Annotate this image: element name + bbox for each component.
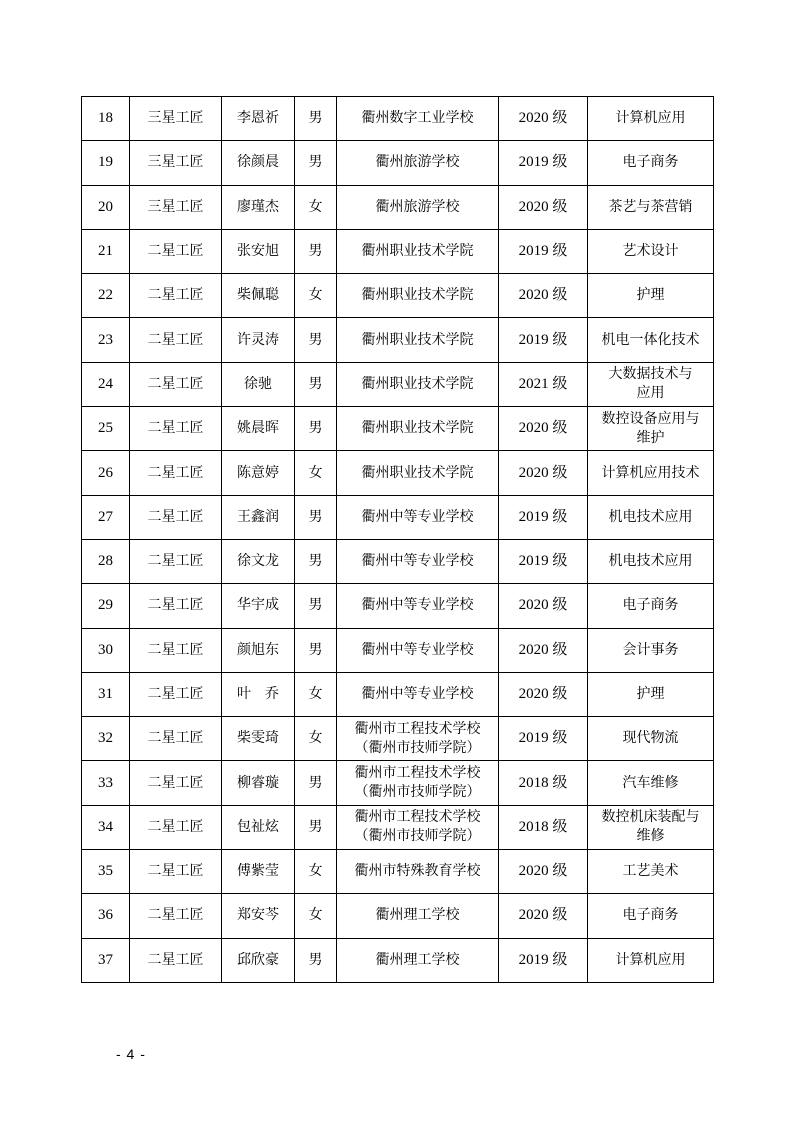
major-cell	[588, 584, 714, 628]
gender-cell: 男	[295, 141, 337, 185]
school-line: 衢州中等专业学校	[361, 686, 474, 702]
student-name-cell: 华宇成	[222, 584, 295, 628]
grade-cell: 2020 级	[499, 185, 588, 229]
gender-cell: 女	[295, 274, 337, 318]
grade-cell: 2020 级	[499, 97, 588, 141]
student-name-cell: 徐文龙	[222, 539, 295, 583]
major-line: 护理	[636, 686, 665, 702]
school-line: 衢州中等专业学校	[361, 553, 474, 570]
school-line: 衢州职业技术学院	[361, 287, 474, 304]
honor-title-cell: 二星工匠	[130, 539, 222, 583]
major-line: 数控设备应用与	[601, 410, 700, 427]
major-cell	[588, 672, 714, 716]
school-line: 衢州旅游学校	[375, 154, 460, 171]
gender-cell: 女	[295, 672, 337, 716]
major-cell	[588, 318, 714, 362]
school-cell	[337, 850, 499, 894]
school-cell	[337, 628, 499, 672]
school-line: （衢州市技师学院）	[354, 828, 481, 845]
honor-title-cell: 三星工匠	[130, 185, 222, 229]
major-line: 计算机应用	[615, 110, 686, 127]
school-cell	[337, 229, 499, 273]
student-name-cell: 李恩祈	[222, 97, 295, 141]
grade-cell: 2020 级	[499, 628, 588, 672]
row-number-cell: 20	[82, 185, 130, 229]
major-line: 机电一体化技术	[601, 331, 700, 348]
gender-cell: 女	[295, 894, 337, 938]
school-cell	[337, 938, 499, 982]
table-row	[82, 229, 714, 273]
honor-title-cell: 三星工匠	[130, 97, 222, 141]
school-cell	[337, 894, 499, 938]
school-cell	[337, 318, 499, 362]
major-cell	[588, 362, 714, 406]
honor-title-cell: 二星工匠	[130, 318, 222, 362]
honor-title-cell: 二星工匠	[130, 894, 222, 938]
table-row	[82, 274, 714, 318]
school-line: 衢州中等专业学校	[361, 641, 474, 658]
major-cell	[588, 274, 714, 318]
school-line: 衢州职业技术学院	[361, 464, 474, 481]
page-number: - 4 -	[116, 1046, 146, 1062]
school-cell	[337, 761, 499, 805]
school-line: 衢州理工学校	[375, 951, 460, 968]
grade-cell: 2019 级	[499, 495, 588, 539]
table-row	[82, 584, 714, 628]
major-line: 电子商务	[622, 907, 679, 924]
major-cell	[588, 894, 714, 938]
row-number-cell: 19	[82, 141, 130, 185]
major-line: 计算机应用	[615, 951, 686, 968]
award-roster-table	[81, 96, 714, 983]
gender-cell: 男	[295, 318, 337, 362]
student-name-cell: 柳睿璇	[222, 761, 295, 805]
row-number-cell: 21	[82, 229, 130, 273]
grade-cell: 2018 级	[499, 805, 588, 849]
major-cell	[588, 97, 714, 141]
major-line: 机电技术应用	[608, 508, 693, 525]
student-name-cell: 王鑫润	[222, 495, 295, 539]
table-row	[82, 97, 714, 141]
school-cell	[337, 185, 499, 229]
major-line: 工艺美术	[622, 863, 679, 880]
gender-cell: 男	[295, 362, 337, 406]
table-row	[82, 761, 714, 805]
honor-title-cell: 二星工匠	[130, 495, 222, 539]
school-cell	[337, 672, 499, 716]
gender-cell: 男	[295, 761, 337, 805]
row-number-cell: 29	[82, 584, 130, 628]
row-number-cell: 32	[82, 717, 130, 761]
row-number-cell: 35	[82, 850, 130, 894]
gender-cell: 男	[295, 97, 337, 141]
major-cell	[588, 185, 714, 229]
gender-cell: 男	[295, 584, 337, 628]
row-number-cell: 26	[82, 451, 130, 495]
student-name-cell: 叶 乔	[222, 672, 295, 716]
gender-cell: 男	[295, 805, 337, 849]
student-name-cell: 徐颜晨	[222, 141, 295, 185]
grade-cell: 2019 级	[499, 938, 588, 982]
honor-title-cell: 二星工匠	[130, 761, 222, 805]
major-line: 艺术设计	[622, 243, 679, 260]
school-line: 衢州中等专业学校	[361, 508, 474, 525]
school-line: 衢州旅游学校	[375, 198, 460, 215]
row-number-cell: 31	[82, 672, 130, 716]
school-cell	[337, 495, 499, 539]
school-cell	[337, 274, 499, 318]
roster-table-body	[82, 97, 714, 983]
row-number-cell: 24	[82, 362, 130, 406]
major-line: 汽车维修	[622, 774, 679, 791]
grade-cell: 2020 级	[499, 584, 588, 628]
student-name-cell: 柴佩聪	[222, 274, 295, 318]
row-number-cell: 18	[82, 97, 130, 141]
major-cell	[588, 495, 714, 539]
row-number-cell: 23	[82, 318, 130, 362]
student-name-cell: 邱欣豪	[222, 938, 295, 982]
school-cell	[337, 141, 499, 185]
gender-cell: 女	[295, 451, 337, 495]
student-name-cell: 姚晨晖	[222, 407, 295, 451]
major-line: 应用	[636, 385, 665, 402]
grade-cell: 2018 级	[499, 761, 588, 805]
major-cell	[588, 850, 714, 894]
table-row	[82, 894, 714, 938]
table-row	[82, 362, 714, 406]
major-cell	[588, 141, 714, 185]
major-line: 会计事务	[622, 641, 679, 658]
major-cell	[588, 407, 714, 451]
school-cell	[337, 451, 499, 495]
school-line: 衢州市工程技术学校	[354, 809, 481, 826]
honor-title-cell: 二星工匠	[130, 451, 222, 495]
honor-title-cell: 二星工匠	[130, 362, 222, 406]
school-cell	[337, 805, 499, 849]
student-name-cell: 徐驰	[222, 362, 295, 406]
student-name-cell: 包祉炫	[222, 805, 295, 849]
school-cell	[337, 717, 499, 761]
school-cell	[337, 407, 499, 451]
table-row	[82, 539, 714, 583]
major-line: 现代物流	[622, 730, 679, 747]
row-number-cell: 33	[82, 761, 130, 805]
grade-cell: 2020 级	[499, 407, 588, 451]
table-row	[82, 717, 714, 761]
gender-cell: 男	[295, 407, 337, 451]
grade-cell: 2020 级	[499, 672, 588, 716]
major-cell	[588, 938, 714, 982]
major-line: 数控机床装配与	[601, 809, 700, 826]
honor-title-cell: 二星工匠	[130, 584, 222, 628]
row-number-cell: 25	[82, 407, 130, 451]
grade-cell: 2020 级	[499, 850, 588, 894]
table-row	[82, 938, 714, 982]
honor-title-cell: 二星工匠	[130, 229, 222, 273]
grade-cell: 2019 级	[499, 141, 588, 185]
major-cell	[588, 451, 714, 495]
school-line: 衢州理工学校	[375, 907, 460, 924]
student-name-cell: 傅紫莹	[222, 850, 295, 894]
honor-title-cell: 二星工匠	[130, 850, 222, 894]
major-line: 维护	[636, 429, 665, 446]
table-row	[82, 850, 714, 894]
major-line: 大数据技术与	[608, 366, 693, 383]
gender-cell: 女	[295, 850, 337, 894]
major-line: 维修	[636, 828, 665, 845]
honor-title-cell: 二星工匠	[130, 672, 222, 716]
honor-title-cell: 二星工匠	[130, 938, 222, 982]
student-name-cell: 颜旭东	[222, 628, 295, 672]
table-row	[82, 185, 714, 229]
school-line: 衢州市工程技术学校	[354, 765, 481, 782]
school-line: 衢州市工程技术学校	[354, 720, 481, 737]
table-row	[82, 672, 714, 716]
row-number-cell: 37	[82, 938, 130, 982]
school-line: 衢州职业技术学院	[361, 331, 474, 348]
grade-cell: 2019 级	[499, 539, 588, 583]
school-line: 衢州职业技术学院	[361, 375, 474, 392]
major-line: 计算机应用技术	[601, 464, 700, 481]
school-cell	[337, 584, 499, 628]
major-line: 机电技术应用	[608, 553, 693, 570]
grade-cell: 2019 级	[499, 318, 588, 362]
row-number-cell: 36	[82, 894, 130, 938]
major-line: 电子商务	[622, 154, 679, 171]
table-row	[82, 451, 714, 495]
school-cell	[337, 97, 499, 141]
honor-title-cell: 二星工匠	[130, 805, 222, 849]
row-number-cell: 22	[82, 274, 130, 318]
grade-cell: 2019 级	[499, 229, 588, 273]
grade-cell: 2021 级	[499, 362, 588, 406]
gender-cell: 男	[295, 229, 337, 273]
gender-cell: 男	[295, 539, 337, 583]
table-row	[82, 495, 714, 539]
school-line: 衢州职业技术学院	[361, 420, 474, 437]
table-row	[82, 318, 714, 362]
major-cell	[588, 805, 714, 849]
school-line: 衢州数字工业学校	[361, 110, 474, 127]
honor-title-cell: 二星工匠	[130, 274, 222, 318]
table-row	[82, 628, 714, 672]
table-row	[82, 407, 714, 451]
student-name-cell: 柴雯琦	[222, 717, 295, 761]
gender-cell: 男	[295, 628, 337, 672]
school-line: 衢州职业技术学院	[361, 243, 474, 260]
table-row	[82, 805, 714, 849]
major-cell	[588, 229, 714, 273]
row-number-cell: 28	[82, 539, 130, 583]
gender-cell: 男	[295, 495, 337, 539]
grade-cell: 2020 级	[499, 894, 588, 938]
gender-cell: 男	[295, 938, 337, 982]
honor-title-cell: 二星工匠	[130, 717, 222, 761]
school-line: 衢州中等专业学校	[361, 597, 474, 614]
school-line: 衢州市特殊教育学校	[354, 863, 481, 880]
row-number-cell: 30	[82, 628, 130, 672]
major-cell	[588, 761, 714, 805]
grade-cell: 2020 级	[499, 451, 588, 495]
school-line: （衢州市技师学院）	[354, 784, 481, 801]
grade-cell: 2019 级	[499, 717, 588, 761]
student-name-cell: 张安旭	[222, 229, 295, 273]
honor-title-cell: 二星工匠	[130, 628, 222, 672]
grade-cell: 2020 级	[499, 274, 588, 318]
major-line: 护理	[636, 287, 665, 304]
school-cell	[337, 539, 499, 583]
major-line: 茶艺与茶营销	[608, 198, 693, 215]
school-line: （衢州市技师学院）	[354, 739, 481, 756]
major-cell	[588, 628, 714, 672]
row-number-cell: 27	[82, 495, 130, 539]
major-cell	[588, 717, 714, 761]
honor-title-cell: 二星工匠	[130, 407, 222, 451]
major-cell	[588, 539, 714, 583]
student-name-cell: 陈意婷	[222, 451, 295, 495]
school-cell	[337, 362, 499, 406]
student-name-cell: 许灵涛	[222, 318, 295, 362]
row-number-cell: 34	[82, 805, 130, 849]
gender-cell: 女	[295, 717, 337, 761]
table-row	[82, 141, 714, 185]
student-name-cell: 郑安芩	[222, 894, 295, 938]
student-name-cell: 廖瑾杰	[222, 185, 295, 229]
honor-title-cell: 三星工匠	[130, 141, 222, 185]
gender-cell: 女	[295, 185, 337, 229]
major-line: 电子商务	[622, 597, 679, 614]
